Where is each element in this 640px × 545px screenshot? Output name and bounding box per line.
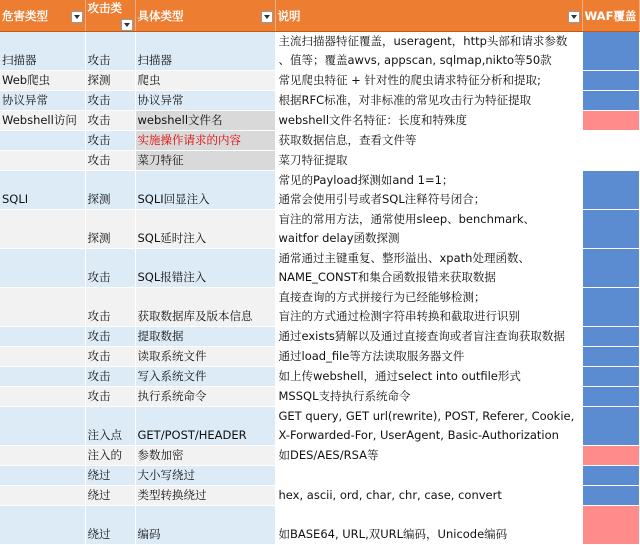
cell-attack[interactable]: 绕过	[85, 466, 135, 486]
cell-attack[interactable]: 攻击	[85, 249, 135, 288]
cell-desc[interactable]	[275, 288, 582, 327]
desc-line: 根据RFC标准，对非标准的常见攻击行为特征提取	[278, 93, 532, 107]
cell-type[interactable]	[0, 327, 85, 347]
cell-type[interactable]: 扫描器	[0, 32, 85, 71]
header-cell-subtype: 具体类型	[135, 0, 275, 32]
cell-waf[interactable]	[582, 171, 639, 210]
desc-line	[279, 506, 579, 525]
cell-waf[interactable]	[582, 466, 639, 486]
desc-line: 盲注的常用方法，通常使用sleep、benchmark、	[278, 212, 536, 226]
desc-line: 菜刀特征提取	[278, 153, 348, 167]
desc-line: 获取数据信息，查看文件等	[278, 133, 417, 147]
desc-line: 如上传webshell，通过select into outfile形式	[278, 369, 521, 383]
cell-desc[interactable]	[275, 91, 582, 111]
cell-desc[interactable]	[275, 71, 582, 91]
cell-type[interactable]	[0, 446, 85, 466]
table-row	[0, 407, 639, 446]
cell-waf[interactable]	[582, 111, 639, 131]
cell-subtype[interactable]: 参数加密	[135, 446, 275, 466]
table-row	[0, 367, 639, 387]
cell-waf[interactable]	[582, 71, 639, 91]
cell-waf[interactable]	[582, 347, 639, 367]
cell-desc[interactable]	[275, 32, 582, 71]
table-row	[0, 91, 639, 111]
table-row	[0, 506, 639, 545]
cell-desc[interactable]	[275, 347, 582, 367]
cell-desc[interactable]	[275, 131, 582, 151]
table-row	[0, 446, 639, 466]
cell-attack[interactable]: 攻击	[85, 327, 135, 347]
cell-subtype[interactable]: SQLI回显注入	[135, 171, 275, 210]
cell-type[interactable]	[0, 486, 85, 506]
header-cell-waf: WAF覆盖	[582, 0, 639, 32]
cell-attack[interactable]: 攻击	[85, 151, 135, 171]
cell-waf[interactable]	[582, 249, 639, 288]
desc-line	[279, 466, 579, 485]
cell-desc[interactable]	[275, 387, 582, 407]
cell-type[interactable]	[0, 466, 85, 486]
cell-waf[interactable]	[582, 151, 639, 171]
cell-desc[interactable]	[275, 111, 582, 131]
desc-line: waitfor delay函数探测	[278, 231, 400, 245]
table-row	[0, 131, 639, 151]
table-row	[0, 171, 639, 210]
filter-dropdown-icon[interactable]	[261, 11, 273, 23]
cell-desc[interactable]	[275, 210, 582, 249]
cell-subtype[interactable]: 提取数据	[135, 327, 275, 347]
cell-type[interactable]: SQLI	[0, 171, 85, 210]
table-row	[0, 71, 639, 91]
cell-subtype[interactable]: SQL延时注入	[135, 210, 275, 249]
cell-subtype[interactable]: SQL报错注入	[135, 249, 275, 288]
cell-desc[interactable]	[275, 249, 582, 288]
cell-desc[interactable]	[275, 171, 582, 210]
cell-attack[interactable]: 攻击	[85, 387, 135, 407]
cell-attack[interactable]: 攻击	[85, 91, 135, 111]
desc-line: 直接查询的方式拼接行为已经能够检测；	[278, 290, 486, 304]
cell-waf[interactable]	[582, 446, 639, 466]
cell-type[interactable]	[0, 367, 85, 387]
cell-attack[interactable]: 绕过	[85, 506, 135, 545]
desc-line: 通过exists猜解以及通过直接查询或者盲注查询获取数据	[278, 329, 565, 343]
cell-attack[interactable]: 注入点	[85, 407, 135, 446]
cell-waf[interactable]	[582, 91, 639, 111]
desc-line: 盲注的方式通过检测字符串转换和截取进行识别	[278, 309, 520, 323]
cell-subtype[interactable]: webshell文件名	[135, 111, 275, 131]
cell-desc[interactable]	[275, 506, 582, 545]
cell-waf[interactable]	[582, 407, 639, 446]
cell-type[interactable]	[0, 506, 85, 545]
cell-waf[interactable]	[582, 486, 639, 506]
cell-desc[interactable]	[275, 446, 582, 466]
table-row	[0, 151, 639, 171]
cell-subtype[interactable]: 协议异常	[135, 91, 275, 111]
cell-type[interactable]	[0, 151, 85, 171]
cell-attack[interactable]: 攻击	[85, 347, 135, 367]
table-row	[0, 387, 639, 407]
cell-subtype[interactable]: 获取数据库及版本信息	[135, 288, 275, 327]
cell-attack[interactable]: 攻击	[85, 288, 135, 327]
cell-subtype[interactable]: 扫描器	[135, 32, 275, 71]
cell-attack[interactable]: 绕过	[85, 486, 135, 506]
cell-subtype[interactable]: 读取系统文件	[135, 347, 275, 367]
table-row	[0, 486, 639, 506]
desc-line: 如DES/AES/RSA等	[278, 448, 379, 462]
cell-subtype[interactable]: 写入系统文件	[135, 367, 275, 387]
table-row	[0, 347, 639, 367]
desc-line: 通过load_file等方法读取服务器文件	[278, 349, 465, 363]
header-cell-attack: 攻击类	[85, 0, 135, 32]
cell-waf[interactable]	[582, 32, 639, 71]
filter-dropdown-icon[interactable]	[568, 11, 580, 23]
desc-line: 常见的Payload探测如and 1=1；	[278, 173, 454, 187]
header-row	[0, 0, 639, 32]
table-row	[0, 210, 639, 249]
desc-line: 、值等；覆盖awvs, appscan, sqlmap,nikto等50款	[278, 53, 552, 67]
filter-dropdown-icon[interactable]	[71, 11, 83, 23]
cell-desc[interactable]	[275, 367, 582, 387]
header-cell-type: 危害类型	[0, 0, 85, 32]
table-row	[0, 32, 639, 71]
cell-attack[interactable]: 攻击	[85, 131, 135, 151]
table-row	[0, 466, 639, 486]
cell-type[interactable]	[0, 347, 85, 367]
cell-type[interactable]	[0, 249, 85, 288]
cell-type[interactable]: 协议异常	[0, 91, 85, 111]
table-row	[0, 327, 639, 347]
cell-attack[interactable]: 探测	[85, 171, 135, 210]
cell-waf[interactable]	[582, 387, 639, 407]
table-row	[0, 249, 639, 288]
cell-subtype[interactable]: 爬虫	[135, 71, 275, 91]
cell-type[interactable]: Webshell访问	[0, 111, 85, 131]
desc-line: NAME_CONST和集合函数报错来获取数据	[278, 270, 496, 284]
cell-type[interactable]	[0, 387, 85, 407]
desc-line: 通常会使用引号或者SQL注释符号闭合；	[278, 192, 486, 206]
desc-line: GET query, GET url(rewrite), POST, Referer, Cookie,	[278, 409, 575, 423]
cell-type[interactable]	[0, 288, 85, 327]
cell-desc[interactable]	[275, 151, 582, 171]
cell-waf[interactable]	[582, 288, 639, 327]
cell-type[interactable]	[0, 210, 85, 249]
cell-attack[interactable]: 攻击	[85, 111, 135, 131]
cell-attack[interactable]: 注入的	[85, 446, 135, 466]
cell-subtype[interactable]: 实施操作请求的内容	[135, 131, 275, 151]
desc-line: 常见爬虫特征 + 针对性的爬虫请求特征分析和提取;	[278, 73, 541, 87]
cell-subtype[interactable]: 菜刀特征	[135, 151, 275, 171]
cell-subtype[interactable]: 编码	[135, 506, 275, 545]
filter-dropdown-icon[interactable]	[121, 19, 133, 31]
table-row	[0, 288, 639, 327]
cell-subtype[interactable]: 大小写绕过	[135, 466, 275, 486]
desc-line: webshell文件名特征：长度和特殊度	[278, 113, 468, 127]
desc-line: 主流扫描器特征覆盖，useragent，http头部和请求参数	[278, 34, 568, 48]
cell-desc[interactable]	[275, 486, 582, 506]
table-row	[0, 111, 639, 131]
desc-line: X-Forwarded-For, UserAgent, Basic-Authorization	[278, 428, 559, 442]
cell-attack[interactable]: 攻击	[85, 32, 135, 71]
cell-waf[interactable]	[582, 210, 639, 249]
desc-line: 如BASE64, URL,双URL编码，Unicode编码	[278, 527, 508, 541]
cell-desc[interactable]	[275, 327, 582, 347]
cell-waf[interactable]	[582, 506, 639, 545]
desc-line: 通常通过主键重复、整形溢出、xpath处理函数、	[278, 251, 530, 265]
cell-subtype[interactable]: GET/POST/HEADER	[135, 407, 275, 446]
cell-waf[interactable]	[582, 131, 639, 151]
desc-line: hex, ascii, ord, char, chr, case, convert	[278, 488, 502, 502]
cell-waf[interactable]	[582, 327, 639, 347]
cell-attack[interactable]: 探测	[85, 71, 135, 91]
header-cell-desc: 说明	[275, 0, 582, 32]
cell-type[interactable]: Web爬虫	[0, 71, 85, 91]
cell-type[interactable]	[0, 407, 85, 446]
desc-line: MSSQL支持执行系统命令	[278, 389, 411, 403]
cell-desc[interactable]	[275, 466, 582, 486]
cell-desc[interactable]	[275, 407, 582, 446]
cell-attack[interactable]: 攻击	[85, 367, 135, 387]
cell-subtype[interactable]: 执行系统命令	[135, 387, 275, 407]
cell-attack[interactable]: 探测	[85, 210, 135, 249]
cell-subtype[interactable]: 类型转换绕过	[135, 486, 275, 506]
cell-waf[interactable]	[582, 367, 639, 387]
cell-type[interactable]	[0, 131, 85, 151]
